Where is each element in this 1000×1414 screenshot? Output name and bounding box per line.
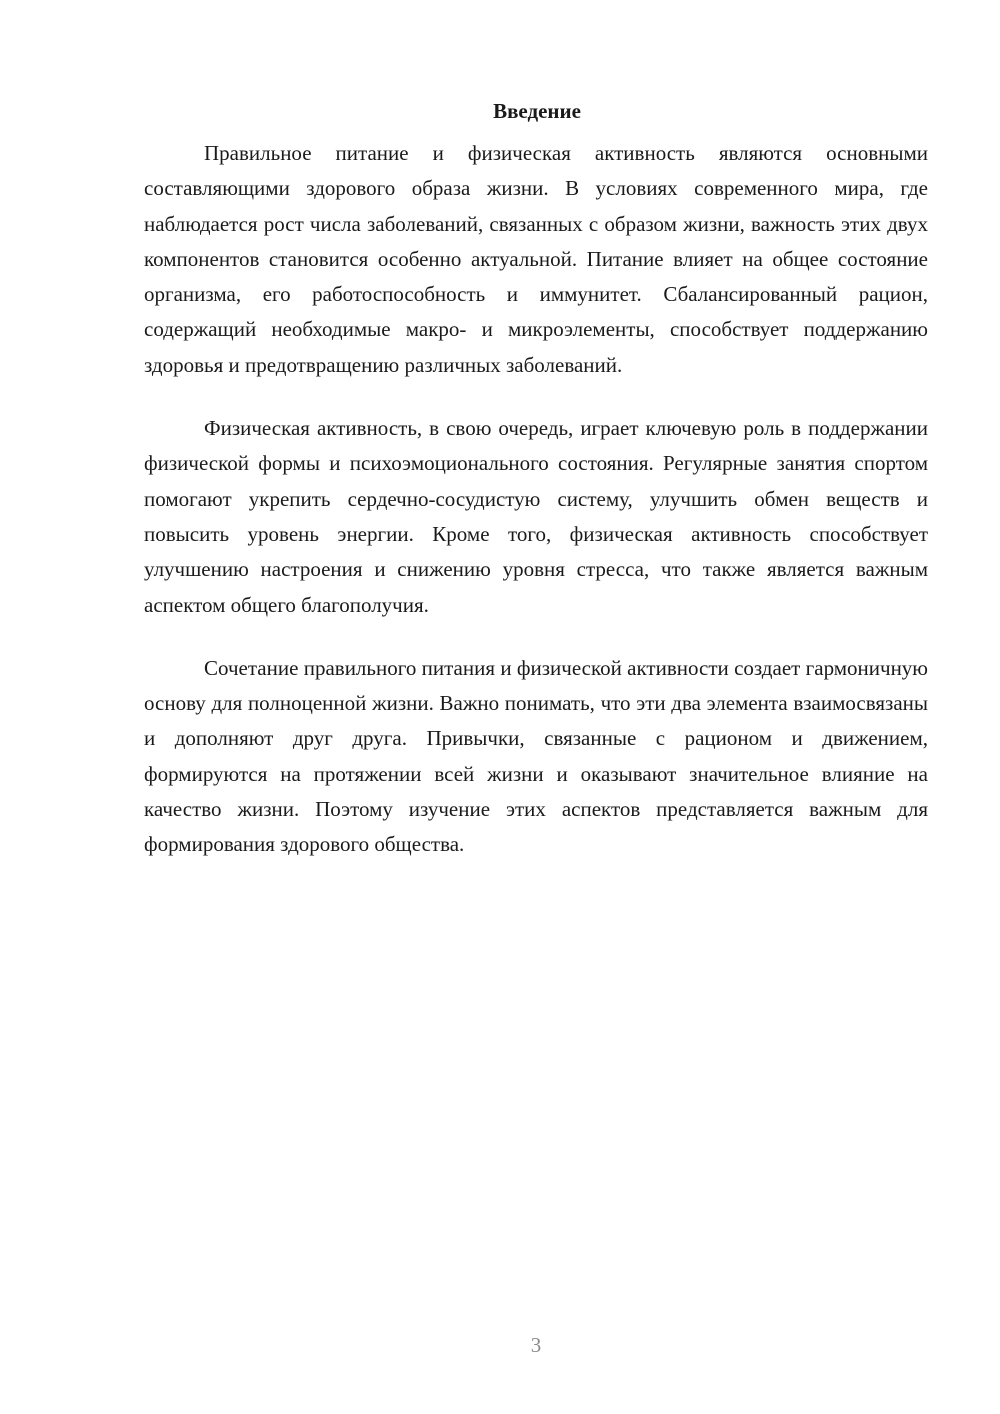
- paragraph-2: Физическая активность, в свою очередь, играет ключевую роль в поддержании физической формы и психоэмоционального состояния. Регулярные занятия спортом помогают укрепить сердечно-сосудистую систему, улучшить обмен веществ и повысить уровень энергии. Кроме того, физическая активность способствует улучшению настроения и снижению уровня стресса, что также является важным аспектом общего благополучия.: [144, 416, 928, 617]
- page-number: 3: [530, 1333, 542, 1357]
- paragraph-1: Правильное питание и физическая активность являются основными составляющими здорового образа жизни. В условиях современного мира, где наблюдается рост числа заболеваний, связанных с образом жизни, важность этих двух компонентов становится особенно актуальной. Питание влияет на общее состояние организма, его работоспособность и иммунитет. Сбалансированный рацион, содержащий необходимые макро- и микроэлементы, способствует поддержанию здоровья и предотвращению различных заболеваний.: [144, 141, 928, 377]
- section-heading: Введение: [493, 99, 581, 123]
- paragraph-3: Сочетание правильного питания и физической активности создает гармоничную основу для полноценной жизни. Важно понимать, что эти два элемента взаимосвязаны и дополняют друг друга. Привычки, связанные с рационом и движением, формируются на протяжении всей жизни и оказывают значительное влияние на качество жизни. Поэтому изучение этих аспектов представляется важным для формирования здорового общества.: [144, 655, 928, 857]
- page-content: [144, 96, 928, 891]
